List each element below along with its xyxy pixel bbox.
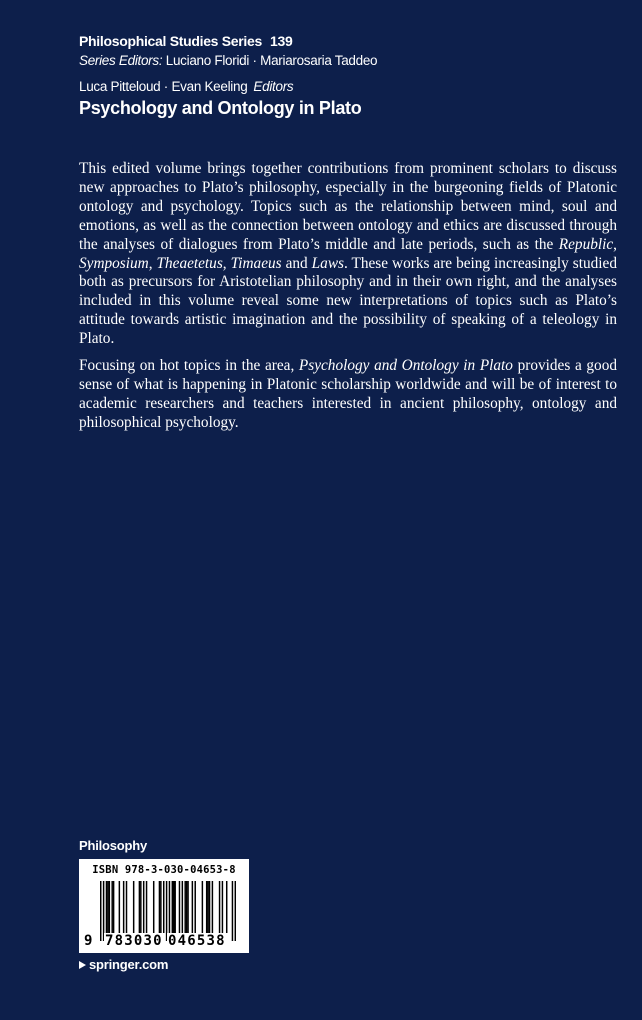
description-paragraph-1: This edited volume brings together contributions from prominent scholars to discuss new approaches to Plato’s philosophy, especially in the burgeoning fields of Platonic ontology and psychology. Topics such as the relationship between mind, soul and emotions, as well as the connection between ontology and ethics are discussed through the analyses of dialogues from Plato’s middle and late periods, such as the Republic, Symposium, Theaetetus, Timaeus and Laws. These works are being increasingly studied both as precursors for Aristotelian philosophy and in their own right, and the analyses included in this volume reveal some new interpretations of topics such as Plato’s attitude towards artistic imagination and the possibility of speaking of a teleology in Plato.	[79, 160, 617, 348]
subject-label: Philosophy	[79, 838, 148, 853]
barcode-digits-right: 046538	[168, 933, 226, 949]
play-arrow-icon	[79, 961, 86, 969]
book-title: Psychology and Ontology in Plato	[79, 98, 362, 118]
description-paragraph-2: Focusing on hot topics in the area, Psychology and Ontology in Plato provides a good sense of what is happening in Platonic scholarship worldwide and will be of interest to academic researchers and teachers interested in ancient philosophy, ontology and philosophical psychology.	[79, 357, 617, 431]
series-editors-label: Series Editors:	[79, 53, 163, 68]
series-editors-line	[79, 52, 599, 70]
isbn-label: ISBN 978-3-030-04653-8	[92, 864, 236, 876]
volume-editors-line	[79, 78, 599, 96]
series-number: 139	[270, 33, 293, 49]
cover-header	[79, 32, 599, 119]
book-description	[79, 160, 617, 441]
series-name: Philosophical Studies Series	[79, 33, 262, 49]
volume-editors-role: Editors	[253, 79, 294, 94]
volume-editors-names: Luca Pitteloud · Evan Keeling	[79, 79, 248, 94]
barcode-digits-left: 783030	[105, 933, 163, 949]
barcode-bars	[100, 881, 236, 941]
series-editors-names: Luciano Floridi · Mariarosaria Taddeo	[165, 53, 378, 68]
series-line	[79, 32, 599, 50]
barcode-digit-first: 9	[84, 933, 93, 949]
website-link[interactable]	[79, 957, 168, 972]
isbn-barcode	[79, 859, 249, 953]
website-label: springer.com	[89, 957, 169, 972]
